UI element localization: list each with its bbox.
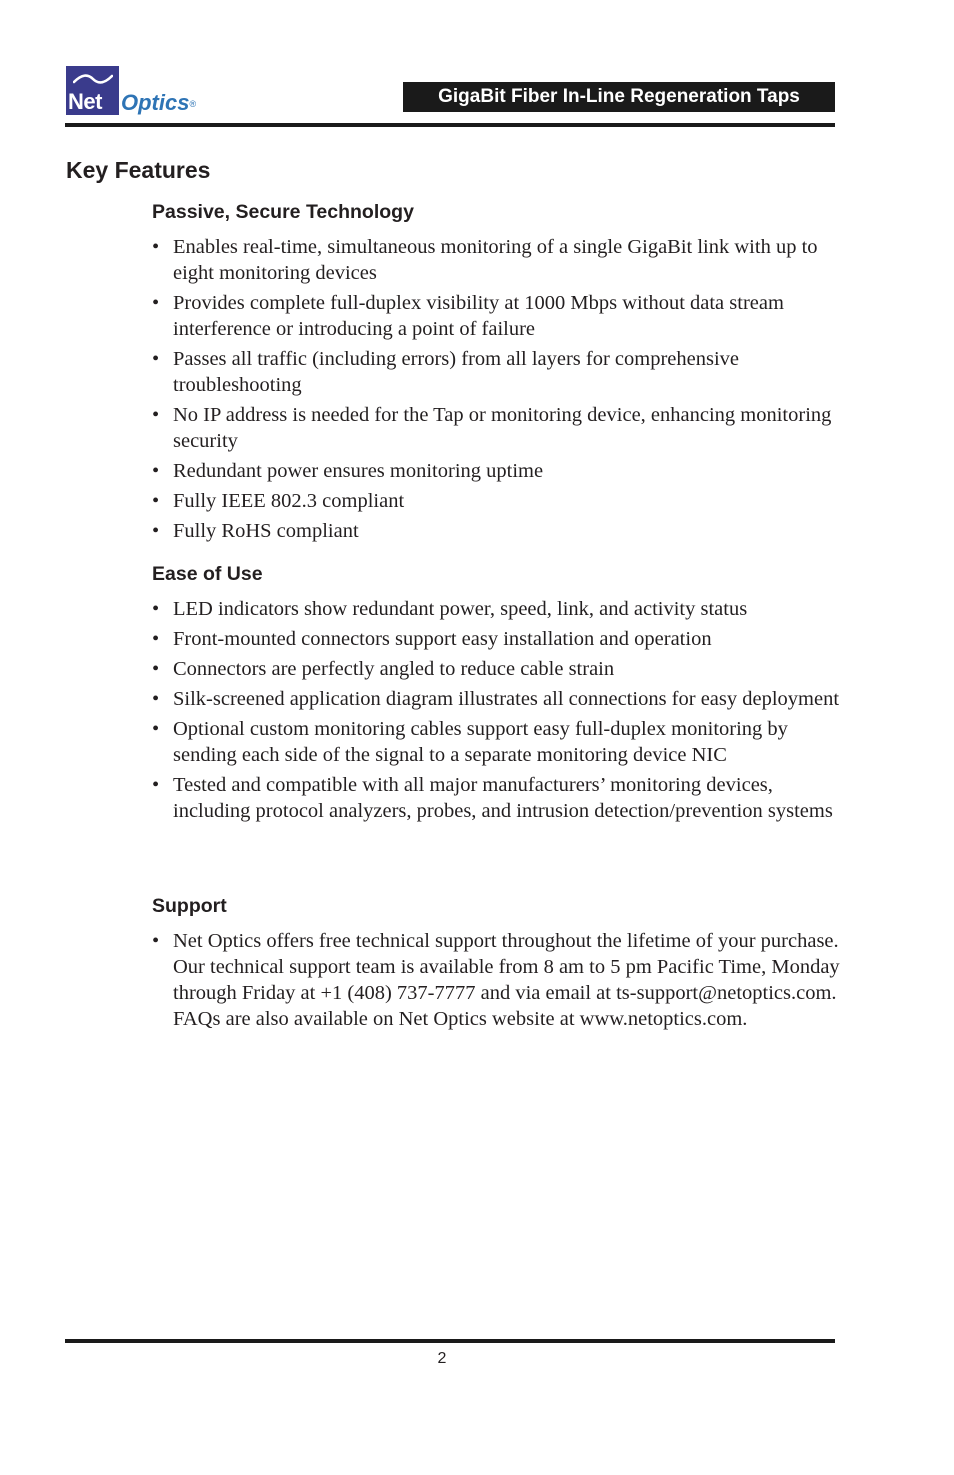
bullet: • — [152, 598, 160, 620]
list-item-text: Fully RoHS compliant — [173, 520, 359, 542]
logo-mark — [66, 66, 119, 115]
list-item-text: Connectors are perfectly angled to reduce cable strain — [173, 658, 615, 680]
bullet: • — [152, 688, 160, 710]
list-item — [152, 458, 842, 484]
bullet: • — [152, 774, 160, 796]
list-item — [152, 626, 842, 652]
list-item — [152, 518, 842, 544]
list-item — [152, 488, 842, 514]
bullet: • — [152, 628, 160, 650]
list-item-text: Optional custom monitoring cables support easy full-duplex monitoring by sending each side of the signal to a separate monitoring device NIC — [173, 718, 788, 766]
header-title: GigaBit Fiber In-Line Regeneration Taps — [403, 82, 835, 112]
list-item-text: Fully IEEE 802.3 compliant — [173, 490, 405, 512]
bullet: • — [152, 520, 160, 542]
bullet: • — [152, 490, 160, 512]
list-item — [152, 596, 842, 622]
list-item-text: Enables real-time, simultaneous monitoring of a single GigaBit link with up to eight monitoring devices — [173, 236, 818, 284]
bullet: • — [152, 404, 160, 426]
list-item-text: No IP address is needed for the Tap or monitoring device, enhancing monitoring security — [173, 404, 832, 452]
list-item-text: Passes all traffic (including errors) from all layers for comprehensive troubleshooting — [173, 348, 740, 396]
bullet: • — [152, 348, 160, 370]
section-ease-of-use — [152, 562, 842, 828]
header-divider — [65, 123, 835, 127]
footer-divider — [65, 1339, 835, 1343]
list-item — [152, 346, 842, 398]
bullet: • — [152, 292, 160, 314]
feature-list — [152, 928, 842, 1032]
list-item-text: Front-mounted connectors support easy installation and operation — [173, 628, 712, 650]
list-item — [152, 234, 842, 286]
wave-icon — [73, 73, 113, 85]
list-item-text: Silk-screened application diagram illustrates all connections for easy deployment — [173, 688, 840, 710]
list-item — [152, 290, 842, 342]
list-item-text: Redundant power ensures monitoring uptime — [173, 460, 544, 482]
bullet: • — [152, 236, 160, 258]
bullet: • — [152, 930, 160, 952]
list-item — [152, 402, 842, 454]
section-support — [152, 894, 842, 1036]
section-heading: Passive, Secure Technology — [152, 201, 414, 223]
section-heading: Support — [152, 895, 227, 917]
list-item-text: Net Optics offers free technical support throughout the lifetime of your purchase. Our technical support team is available from 8 am to 5 pm Pacific Time, Monday through Friday at +1 (408) 737-7777 and via email at ts-support@netoptics.com. FAQs are also available on Net Optics website at www.netoptics.com. — [173, 930, 840, 1030]
list-item — [152, 686, 842, 712]
list-item — [152, 656, 842, 682]
registered-mark: ® — [189, 99, 197, 109]
feature-list — [152, 596, 842, 824]
list-item — [152, 928, 842, 1032]
page-number: 2 — [437, 1350, 447, 1367]
net-optics-logo — [66, 65, 196, 115]
list-item-text: Tested and compatible with all major manufacturers’ monitoring devices, including protocol analyzers, probes, and intrusion detection/prevention systems — [173, 774, 833, 822]
list-item — [152, 716, 842, 768]
list-item-text: Provides complete full-duplex visibility at 1000 Mbps without data stream interference or introducing a point of failure — [173, 292, 784, 340]
bullet: • — [152, 658, 160, 680]
page-title: Key Features — [66, 157, 211, 183]
bullet: • — [152, 460, 160, 482]
section-passive-secure — [152, 200, 842, 548]
list-item-text: LED indicators show redundant power, speed, link, and activity status — [173, 598, 748, 620]
feature-list — [152, 234, 842, 544]
bullet: • — [152, 718, 160, 740]
logo-optics-text: Optics — [121, 90, 190, 115]
logo-net-text: Net — [68, 89, 102, 114]
section-heading: Ease of Use — [152, 563, 263, 585]
list-item — [152, 772, 842, 824]
